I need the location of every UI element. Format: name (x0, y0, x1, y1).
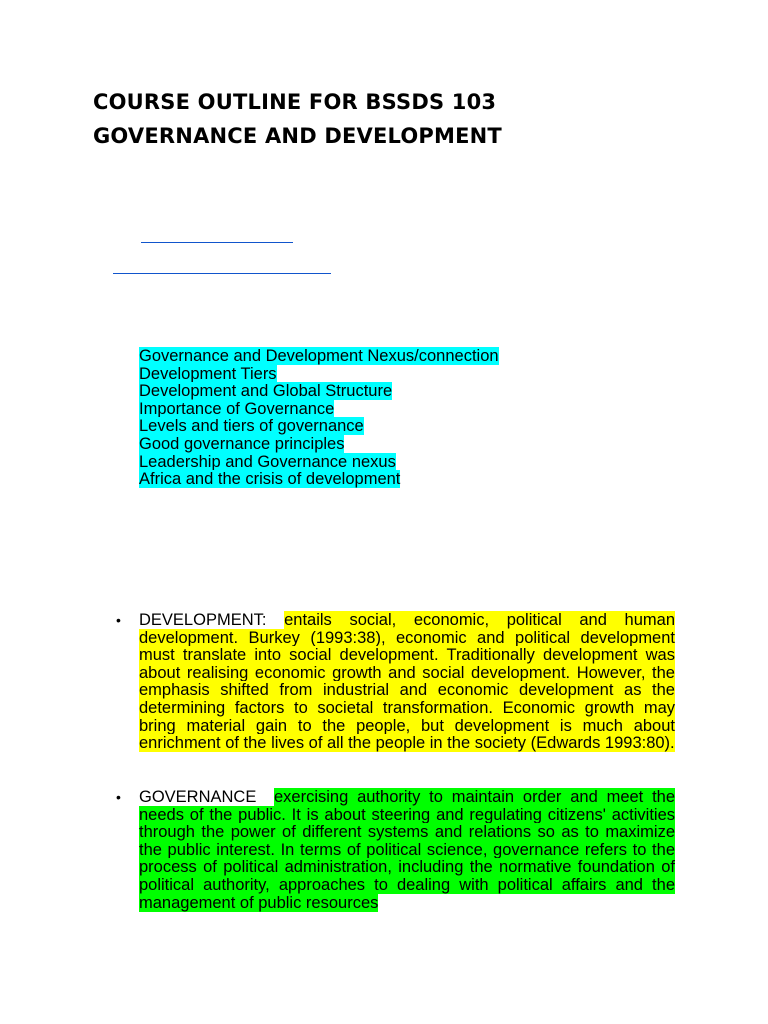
link-underline-2[interactable] (113, 273, 331, 274)
bullet-icon: • (116, 612, 121, 628)
topic-item: Development and Global Structure (139, 382, 393, 401)
course-title-line-2: GOVERNANCE AND DEVELOPMENT (93, 124, 502, 148)
topic-item: Governance and Development Nexus/connection (139, 347, 499, 365)
course-title-line-1: COURSE OUTLINE FOR BSSDS 103 (93, 90, 497, 114)
definition-term: DEVELOPMENT: (139, 611, 267, 629)
definition-development (139, 612, 675, 753)
topic-item: Leadership and Governance nexus (139, 452, 396, 471)
definition-governance (139, 789, 675, 912)
definition-text: entails social, economic, political and human development. Burkey (1993:38), economic and political development must translate into social development. Traditionally development was about realising economic growth and social development. However, the emphasis shifted from industrial and economic development as the determining factors to societal transformation. Economic growth may bring material gain to the people, but development is much about enrichment of the lives of all the people in the society (Edwards 1993:80). (139, 611, 676, 753)
definition-term: GOVERNANCE (139, 788, 257, 806)
topic-item: Africa and the crisis of development (139, 470, 401, 489)
topic-item: Importance of Governance (139, 399, 335, 418)
link-underline-1[interactable] (141, 242, 293, 243)
bullet-icon: • (116, 789, 121, 805)
topic-item: Development Tiers (139, 364, 277, 383)
topic-item: Levels and tiers of governance (139, 417, 364, 436)
definition-text: exercising authority to maintain order and meet the needs of the public. It is about steering and regulating citizens' activities through the power of different systems and relations so as to maximize the public interest. In terms of political science, governance refers to the process of political administration, including the normative foundation of political authority, approaches to dealing with political affairs and the management of public resources (139, 788, 676, 912)
topic-item: Good governance principles (139, 434, 345, 453)
topic-list (139, 348, 499, 489)
